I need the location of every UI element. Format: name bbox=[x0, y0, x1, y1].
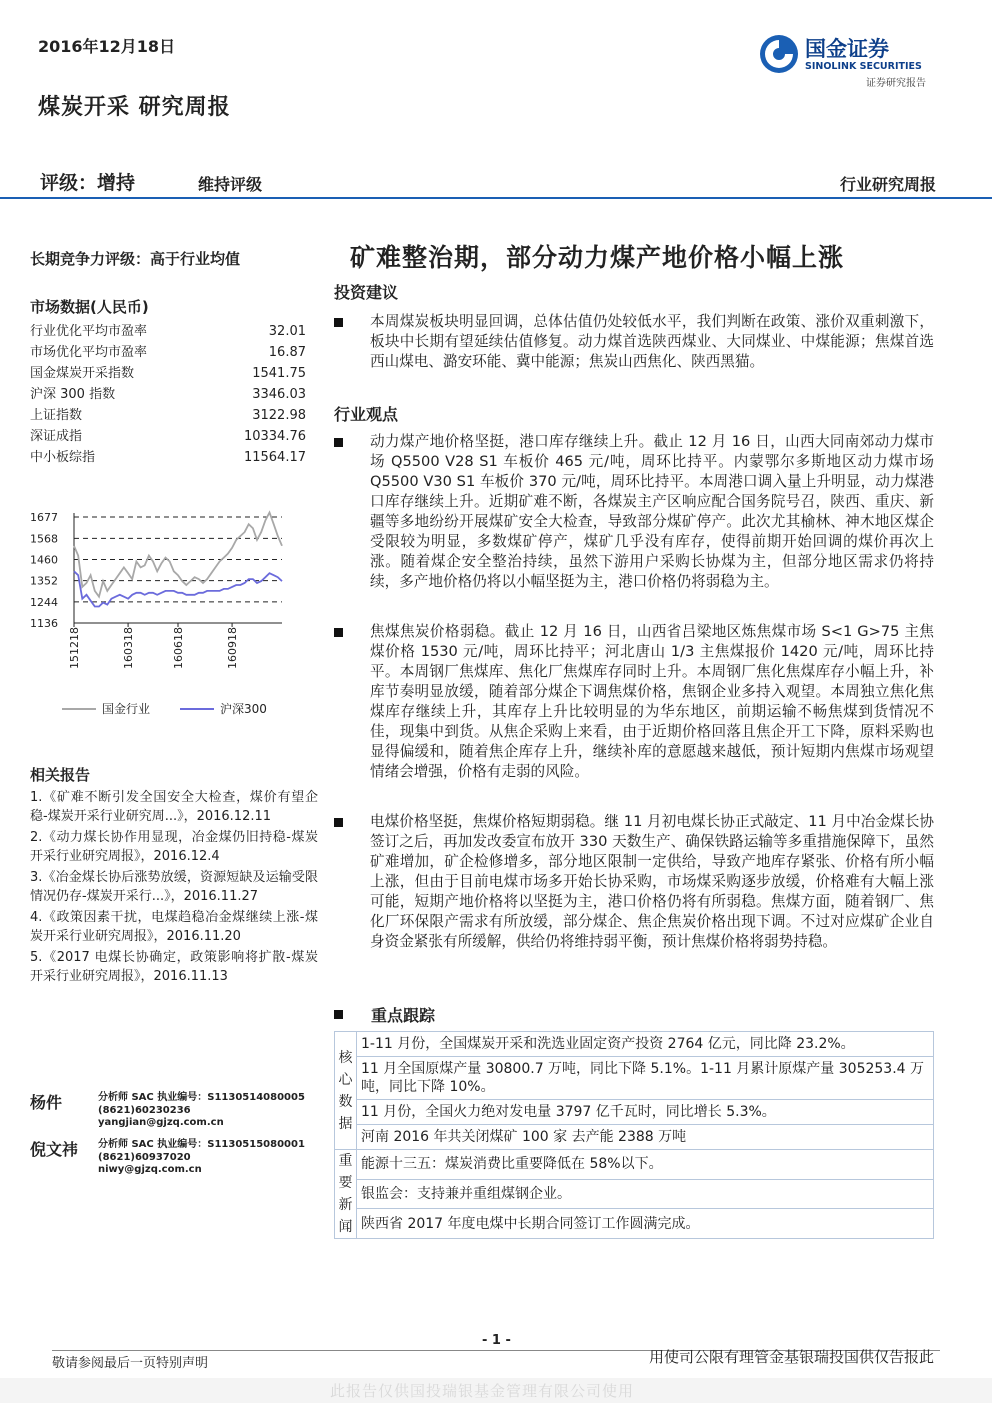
analyst-sac: 分析师 SAC 执业编号：S1130514080005 bbox=[98, 1092, 305, 1103]
market-row: 国金煤炭开采指数 1541.75 bbox=[30, 366, 306, 381]
invest-paragraph: 本周煤炭板块明显回调，总体估值仍处较低水平，我们判断在政策、涨价双重刺激下，板块中长期有望延续估值修复。动力煤首选陕西煤业、大同煤业、中煤能源；焦煤首选西山煤电、潞安环能、冀中能源；焦炭山西焦化、陕西黑猫。 bbox=[334, 312, 934, 372]
x-tick-label: 160318 bbox=[122, 627, 136, 669]
analyst-name: 杨件 bbox=[30, 1093, 63, 1112]
index-chart bbox=[28, 505, 308, 720]
header-divider bbox=[0, 197, 992, 199]
key-data-cell: 11 月全国原煤产量 30800.7 万吨，同比下降 5.1%。1-11 月累计原煤产量 305253.4 万吨，同比下降 10%。 bbox=[357, 1057, 934, 1100]
logo-subtitle: 证券研究报告 bbox=[866, 78, 926, 89]
y-tick-label: 1568 bbox=[30, 532, 58, 546]
y-tick-label: 1244 bbox=[30, 595, 58, 609]
key-news-cell: 陕西省 2017 年度电煤中长期合同签订工作圆满完成。 bbox=[357, 1209, 934, 1239]
analyst-phone: (8621)60937020 bbox=[98, 1151, 191, 1163]
series-line-industry bbox=[74, 513, 282, 597]
footer-disclaimer: 敬请参阅最后一页特别声明 bbox=[52, 1356, 209, 1371]
market-row: 行业优化平均市盈率 32.01 bbox=[30, 324, 306, 339]
long-term-rating: 长期竞争力评级：高于行业均值 bbox=[30, 250, 241, 268]
analyst-name: 倪文祎 bbox=[30, 1140, 79, 1159]
invest-title: 投资建议 bbox=[334, 283, 399, 302]
related-report-link[interactable]: 5.《2017 电煤长协确定，政策影响将扩散-煤炭开采行业研究周报》，2016.11.13 bbox=[30, 949, 318, 984]
index-chart-svg bbox=[28, 505, 308, 695]
table-row bbox=[335, 1057, 934, 1100]
table-row bbox=[335, 1125, 934, 1150]
bullet-icon bbox=[334, 438, 343, 447]
analyst-email[interactable]: yangjian@gjzq.com.cn bbox=[98, 1117, 224, 1128]
related-report-link[interactable]: 1.《矿难不断引发全国安全大检查，煤价有望企稳-煤炭开采行业研究周...》，2016.12.11 bbox=[30, 789, 318, 824]
report-title: 煤炭开采 研究周报 bbox=[38, 94, 231, 120]
related-reports bbox=[30, 766, 318, 988]
chart-legend bbox=[62, 700, 267, 717]
logo-en: SINOLINK SECURITIES bbox=[805, 61, 922, 72]
bullet-icon bbox=[334, 318, 343, 327]
view-paragraph: 电煤价格坚挺，焦煤价格短期弱稳。继 11 月初电煤长协正式敲定、11 月中冶金煤长协签订之后，再加发改委宣布放开 330 天数生产、确保铁路运输等多重措施保障下，虽然矿难增加，矿企检修增多，部分地区限制一定供给，导致产地库存紧张、价格有所小幅上涨，但由于目前电煤市场多开始长协采购，市场煤采购逐步放缓，价格难有大幅上涨可能，短期产地价格将以坚挺为主，港口价格仍将有所弱稳。焦煤方面，随着钢厂、焦化厂环保限产需求有所放缓，部分煤企、焦企焦炭价格出现下调。不过对应煤矿企业自身资金紧张有所缓解，供给仍将维持弱平衡，预计焦煤价格将弱势持稳。 bbox=[334, 812, 934, 952]
related-report-link[interactable]: 2.《动力煤长协作用显现，冶金煤仍旧持稳-煤炭开采行业研究周报》，2016.12.4 bbox=[30, 829, 318, 864]
key-news-cell: 银监会：支持兼并重组煤钢企业。 bbox=[357, 1179, 934, 1209]
table-row bbox=[335, 1032, 934, 1057]
legend-label-industry: 国金行业 bbox=[102, 702, 151, 716]
legend-swatch-industry bbox=[62, 708, 96, 710]
key-track-title: 重点跟踪 bbox=[371, 1006, 436, 1025]
logo-cn: 国金证券 bbox=[805, 37, 889, 61]
key-news-label: 重要新闻 bbox=[335, 1150, 357, 1239]
y-tick-label: 1677 bbox=[30, 511, 58, 524]
table-row bbox=[335, 1179, 934, 1209]
y-tick-label: 1352 bbox=[30, 574, 58, 588]
x-tick-label: 160618 bbox=[172, 627, 185, 669]
view-paragraph: 焦煤焦炭价格弱稳。截止 12 月 16 日，山西省吕梁地区炼焦煤市场 S<1 G>75 主焦煤价格 1530 元/吨，周环比持平；河北唐山 1/3 主焦煤报价 1420 元/吨，周环比持平。本周钢厂焦煤库、焦化厂焦煤库存同时上升。本周钢厂焦化焦煤库存小幅上升，补库节奏明显放缓，随着部分煤企下调焦煤价格，焦钢企业多持入观望。本周独立焦化焦煤库存继续上升，其库存上升比较明显的为华东地区，前期运输不畅焦煤到货情况不佳，现集中到货。从焦企采购上来看，由于近期价格回落且焦企开工下降，原料采购也显得偏缓和，随着焦企库存上升，继续补库的意愿越来越低，预计短期内焦煤市场观望情绪会增强，价格有走弱的风险。 bbox=[334, 622, 934, 782]
watermark-text: 此报告仅供国投瑞银基金管理有限公司使用 bbox=[330, 1382, 635, 1400]
market-row: 市场优化平均市盈率 16.87 bbox=[30, 345, 306, 360]
rating-action: 维持评级 bbox=[198, 175, 263, 194]
analyst-email[interactable]: niwy@gjzq.com.cn bbox=[98, 1164, 202, 1175]
y-tick-label: 1460 bbox=[30, 553, 58, 567]
market-row: 上证指数 3122.98 bbox=[30, 408, 306, 423]
analyst-card bbox=[30, 1090, 330, 1140]
legend-swatch-hs300 bbox=[180, 708, 214, 710]
headline: 矿难整治期，部分动力煤产地价格小幅上涨 bbox=[350, 243, 845, 272]
x-tick-label: 160918 bbox=[226, 627, 240, 669]
bullet-icon bbox=[334, 1010, 343, 1019]
related-report-link[interactable]: 4.《政策因素干扰，电煤趋稳冶金煤继续上涨-煤炭开采行业研究周报》，2016.11.20 bbox=[30, 909, 318, 944]
bullet-icon bbox=[334, 628, 343, 637]
analyst-phone: (8621)60230236 bbox=[98, 1104, 191, 1116]
analyst-card bbox=[30, 1137, 330, 1187]
key-track-heading bbox=[334, 1003, 435, 1026]
key-news-cell: 能源十三五：煤炭消费比重要降低在 58%以下。 bbox=[357, 1150, 934, 1180]
y-tick-label: 1136 bbox=[30, 617, 58, 630]
table-row bbox=[335, 1209, 934, 1239]
table-row bbox=[335, 1150, 934, 1180]
market-row: 沪深 300 指数 3346.03 bbox=[30, 387, 306, 402]
table-row bbox=[335, 1100, 934, 1125]
key-data-cell: 11 月份，全国火力绝对发电量 3797 亿千瓦时，同比增长 5.3%。 bbox=[357, 1100, 934, 1125]
report-date: 2016年12月18日 bbox=[38, 37, 176, 56]
analyst-sac: 分析师 SAC 执业编号：S1130515080001 bbox=[98, 1139, 305, 1150]
legend-label-hs300: 沪深300 bbox=[220, 702, 267, 716]
related-report-link[interactable]: 3.《冶金煤长协后涨势放缓，资源短缺及运输受限情况仍存-煤炭开采行...》，2016.11.27 bbox=[30, 869, 318, 904]
views-title: 行业观点 bbox=[334, 405, 399, 424]
footer-note: 用使司公限有理管金基银瑞投国供仅告报此 bbox=[648, 1348, 934, 1366]
bullet-icon bbox=[334, 818, 343, 827]
market-row: 中小板综指 11564.17 bbox=[30, 450, 306, 465]
key-data-cell: 河南 2016 年共关闭煤矿 100 家 去产能 2388 万吨 bbox=[357, 1125, 934, 1150]
rating: 评级：增持 bbox=[40, 172, 136, 194]
x-tick-label: 151218 bbox=[68, 627, 81, 669]
key-data-label: 核心数据 bbox=[335, 1032, 357, 1150]
key-track-table bbox=[334, 1031, 934, 1239]
market-data bbox=[30, 296, 306, 468]
related-title: 相关报告 bbox=[30, 766, 91, 784]
view-paragraph: 动力煤产地价格坚挺，港口库存继续上升。截止 12 月 16 日，山西大同南郊动力煤市场 Q5500 V28 S1 车板价 465 元/吨，周环比持平。内蒙鄂尔多斯地区动力煤市场 Q5500 V30 S1 车板价 370 元/吨，周环比持平。本周港口调入量上升明显，动力煤港口库存继续上升。近期矿难不断，各煤炭主产区响应配合国务院号召，陕西、重庆、新疆等多地纷纷开展煤矿安全大检查，导致部分煤矿停产。此次尤其榆林、神木地区煤企受限较为明显，多数煤矿停产，煤矿几乎没有库存，使得前期开始回调的煤价再次上涨。随着煤企安全整治持续，虽然下游用户采购长协煤为主，但部分地区需求仍将持续，多产地价格仍将以小幅坚挺为主，港口价格仍将弱稳为主。 bbox=[334, 432, 934, 592]
key-data-cell: 1-11 月份，全国煤炭开采和洗选业固定资产投资 2764 亿元，同比降 23.2%。 bbox=[357, 1032, 934, 1057]
page-number: - 1 - bbox=[482, 1333, 511, 1348]
report-type: 行业研究周报 bbox=[839, 175, 936, 194]
market-row: 深证成指 10334.76 bbox=[30, 429, 306, 444]
market-title: 市场数据(人民币) bbox=[30, 298, 149, 316]
